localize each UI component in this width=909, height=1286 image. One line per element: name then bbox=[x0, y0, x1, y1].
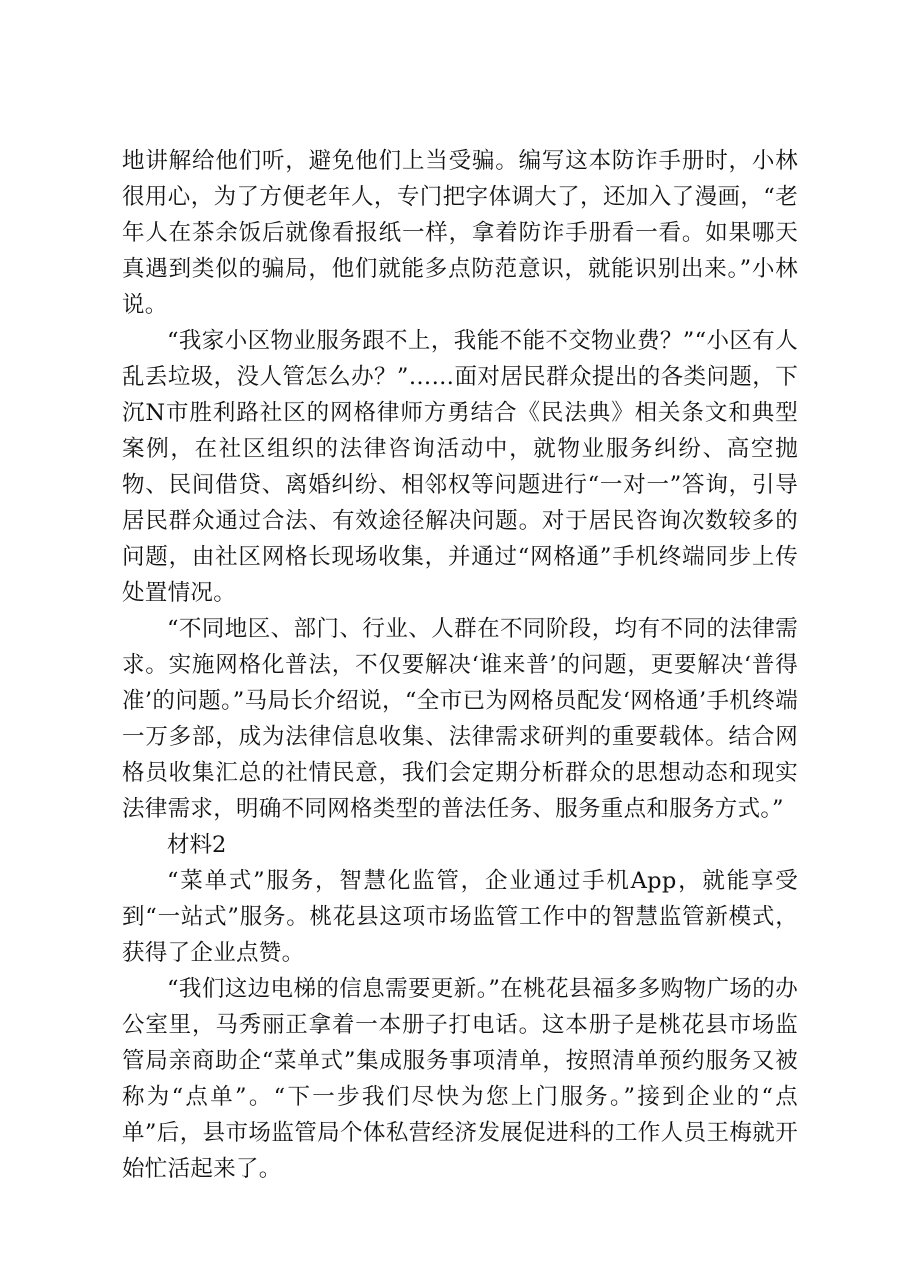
paragraph-2: “我家小区物业服务跟不上，我能不能不交物业费？”“小区有人乱丢垃圾，没人管怎么办？”……面对居民群众提出的各类问题，下沉N市胜利路社区的网格律师方勇结合《民法典》相关条文和典型案例，在社区组织的法律咨询活动中，就物业服务纠纷、高空抛物、民间借贷、离婚纠纷、相邻权等问题进行“一对一”答询，引导居民群众通过合法、有效途径解决问题。对于居民咨询次数较多的问题，由社区网格长现场收集，并通过“网格通”手机终端同步上传处置情况。 bbox=[122, 328, 798, 606]
paragraph-5: “我们这边电梯的信息需要更新。”在桃花县福多多购物广场的办公室里，马秀丽正拿着一本册子打电话。这本册子是桃花县市场监管局亲商助企“菜单式”集成服务事项清单，按照清单预约服务又被称为“点单”。“下一步我们尽快为您上门服务。”接到企业的“点单”后，县市场监管局个体私营经济发展促进科的工作人员王梅就开始忙活起来了。 bbox=[122, 976, 798, 1182]
material-heading: 材料2 bbox=[167, 832, 227, 858]
paragraph-3: “不同地区、部门、行业、人群在不同阶段，均有不同的法律需求。实施网格化普法，不仅要解决‘谁来普’的问题，更要解决‘普得准’的问题。”马局长介绍说，“全市已为网格员配发‘网格通’手机终端一万多部，成为法律信息收集、法律需求研判的重要载体。结合网格员收集汇总的社情民意，我们会定期分析群众的思想动态和现实法律需求，明确不同网格类型的普法任务、服务重点和服务方式。” bbox=[122, 616, 798, 822]
paragraph-1: 地讲解给他们听，避免他们上当受骗。编写这本防诈手册时，小林很用心，为了方便老年人，专门把字体调大了，还加入了漫画，“老年人在茶余饭后就像看报纸一样，拿着防诈手册看一看。如果哪天真遇到类似的骗局，他们就能多点防范意识，就能识别出来。”小林说。 bbox=[122, 148, 798, 318]
paragraph-4: “菜单式”服务，智慧化监管，企业通过手机App，就能享受到“一站式”服务。桃花县这项市场监管工作中的智慧监管新模式，获得了企业点赞。 bbox=[122, 868, 798, 966]
document-page bbox=[122, 143, 798, 1187]
